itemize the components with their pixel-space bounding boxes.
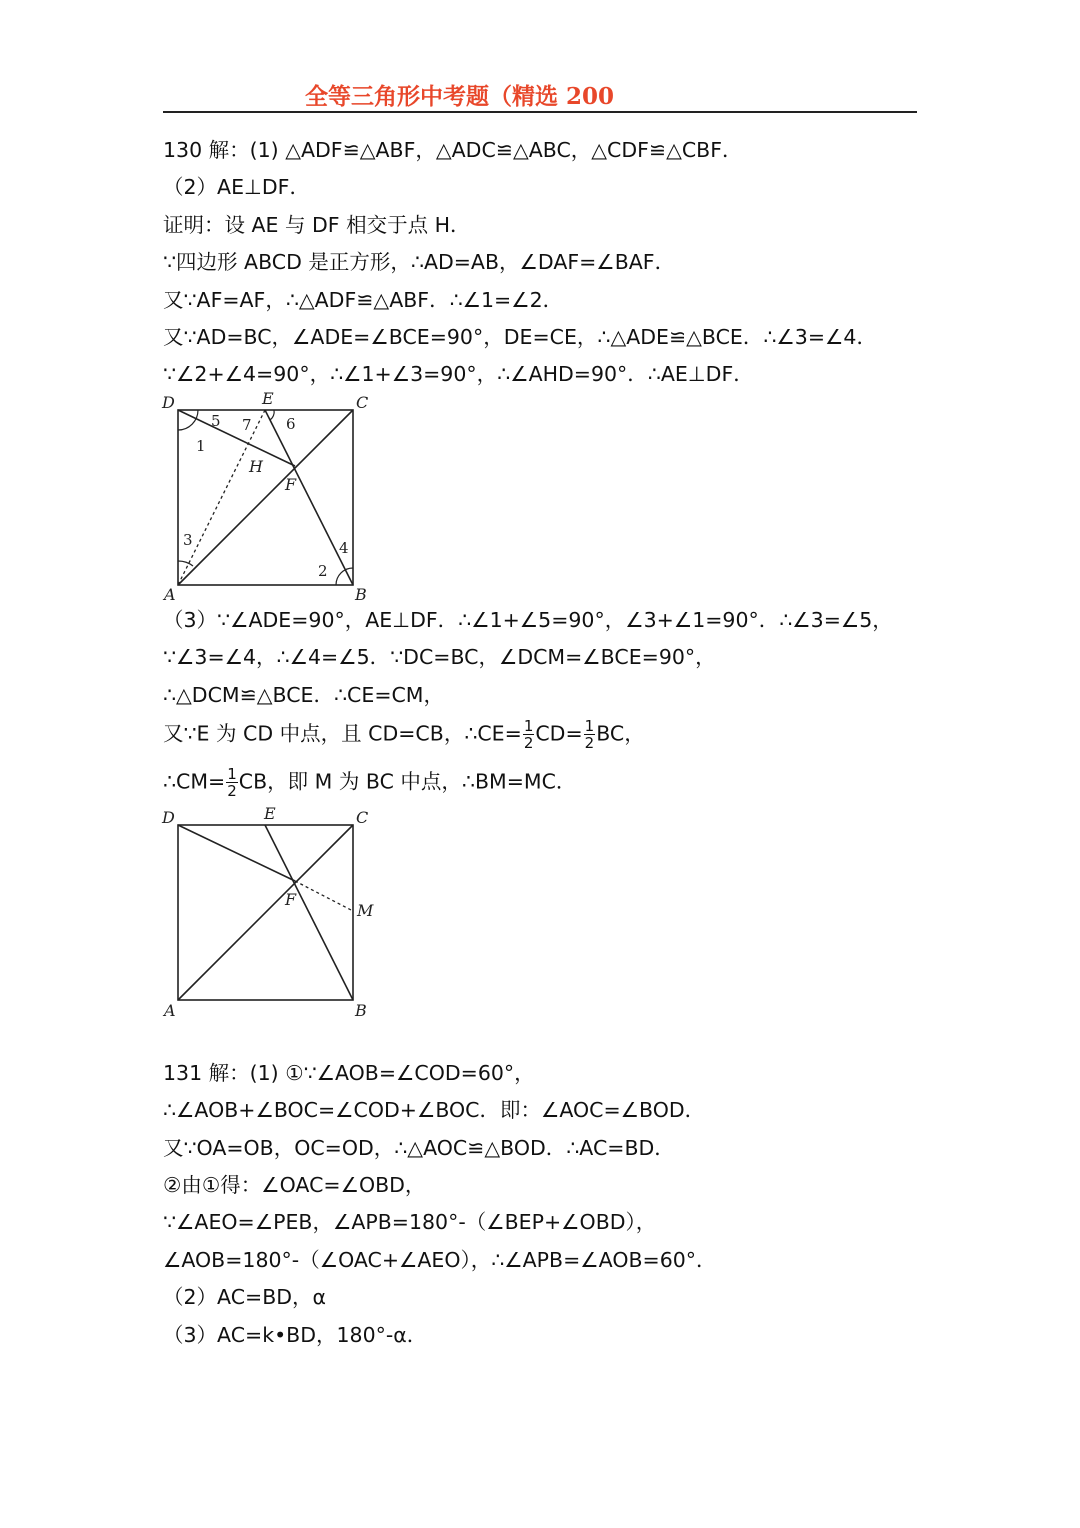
label-angle-6: 6 [286,415,296,433]
sol130-line-4: ∵四边形 ABCD 是正方形，∴AD=AB，∠DAF=∠BAF． [163,250,676,274]
segment-df [178,825,295,881]
label-a: A [164,1001,176,1020]
square-figure-2 [158,805,388,1023]
label-angle-2: 2 [318,562,328,580]
label-f: F [285,475,297,494]
square-figure-1 [158,390,378,605]
sol131-line-3: 又∵OA=OB，OC=OD，∴△AOC≌△BOD．∴AC=BD． [163,1136,675,1160]
label-e: E [264,805,276,823]
label-angle-5: 5 [211,412,221,430]
label-a: A [164,585,176,604]
label-f: F [285,890,297,909]
sol131-line-8: （3）AC=k•BD，180°-α． [163,1323,428,1347]
sol130-cm-line: ∴CM= $\frac{1}{2}$ CB，即 M 为 BC 中点，∴BM=MC． [163,765,577,800]
sol130-part3-line-1: （3）∵∠ADE=90°，AE⊥DF．∴∠1+∠5=90°，∠3+∠1=90°．∴∠3=∠5， [163,608,893,632]
fraction-half: $\frac{1}{2}$ [227,765,237,800]
sol131-line-2: ∴∠AOB+∠BOC=∠COD+∠BOC．即：∠AOC=∠BOD． [163,1098,706,1122]
label-d: D [162,393,175,412]
header-divider [163,111,917,113]
segment-be [265,825,353,1000]
angle-arc-a [178,561,193,566]
label-angle-1: 1 [196,437,206,455]
sol131-line-5: ∵∠AEO=∠PEB，∠APB=180°-（∠BEP+∠OBD）， [163,1210,657,1234]
diagonal-ac [178,825,353,1000]
sol130-part3-line-3: ∴△DCM≌△BCE．∴CE=CM， [163,683,444,707]
sol130-line-6: 又∵AD=BC，∠ADE=∠BCE=90°，DE=CE，∴△ADE≌△BCE．∴∠3=∠4． [163,325,877,349]
sol131-line-1: 131 解：(1) ①∵∠AOB=∠COD=60°， [163,1061,535,1085]
segment-ae-dashed [178,410,265,585]
fraction-half: $\frac{1}{2}$ [523,717,534,752]
label-e: E [262,390,274,408]
sol130-line-7: ∵∠2+∠4=90°，∴∠1+∠3=90°，∴∠AHD=90°．∴AE⊥DF． [163,362,754,386]
label-b: B [355,1001,367,1020]
segment-be [265,410,353,585]
label-angle-7: 7 [242,416,252,434]
fraction-half: $\frac{1}{2}$ [584,717,595,752]
angle-arc-b [336,568,353,585]
label-b: B [355,585,367,604]
sol130-line-3: 证明：设 AE 与 DF 相交于点 H． [163,213,471,237]
label-m: M [357,901,374,920]
angle-arc-d [178,410,198,430]
segment-fm-dashed [295,881,353,911]
sol131-line-4: ②由①得：∠OAC=∠OBD， [163,1173,426,1197]
sol130-line-5: 又∵AF=AF，∴△ADF≌△ABF．∴∠1=∠2． [163,288,564,312]
sol130-midpoint-line: 又∵E 为 CD 中点，且 CD=CB，∴CE= $\frac{1}{2}$ CD= $\frac{1}{2}$ BC， [163,717,645,752]
page-header-title: 全等三角形中考题（精选 200 [305,83,615,110]
angle-arc-e [270,410,274,420]
label-c: C [356,808,369,827]
sol130-part3-line-2: ∵∠3=∠4，∴∠4=∠5．∵DC=BC，∠DCM=∠BCE=90°， [163,645,716,669]
label-angle-4: 4 [339,539,349,557]
sol131-line-7: （2）AC=BD，α [163,1285,327,1309]
label-d: D [162,808,175,827]
sol130-line-2: （2）AE⊥DF． [163,175,310,199]
label-c: C [356,393,369,412]
sol131-line-6: ∠AOB=180°-（∠OAC+∠AEO），∴∠APB=∠AOB=60°． [163,1248,717,1272]
label-angle-3: 3 [183,531,193,549]
label-h: H [249,457,263,476]
sol130-line-1: 130 解：(1) △ADF≌△ABF，△ADC≌△ABC，△CDF≌△CBF． [163,138,743,162]
